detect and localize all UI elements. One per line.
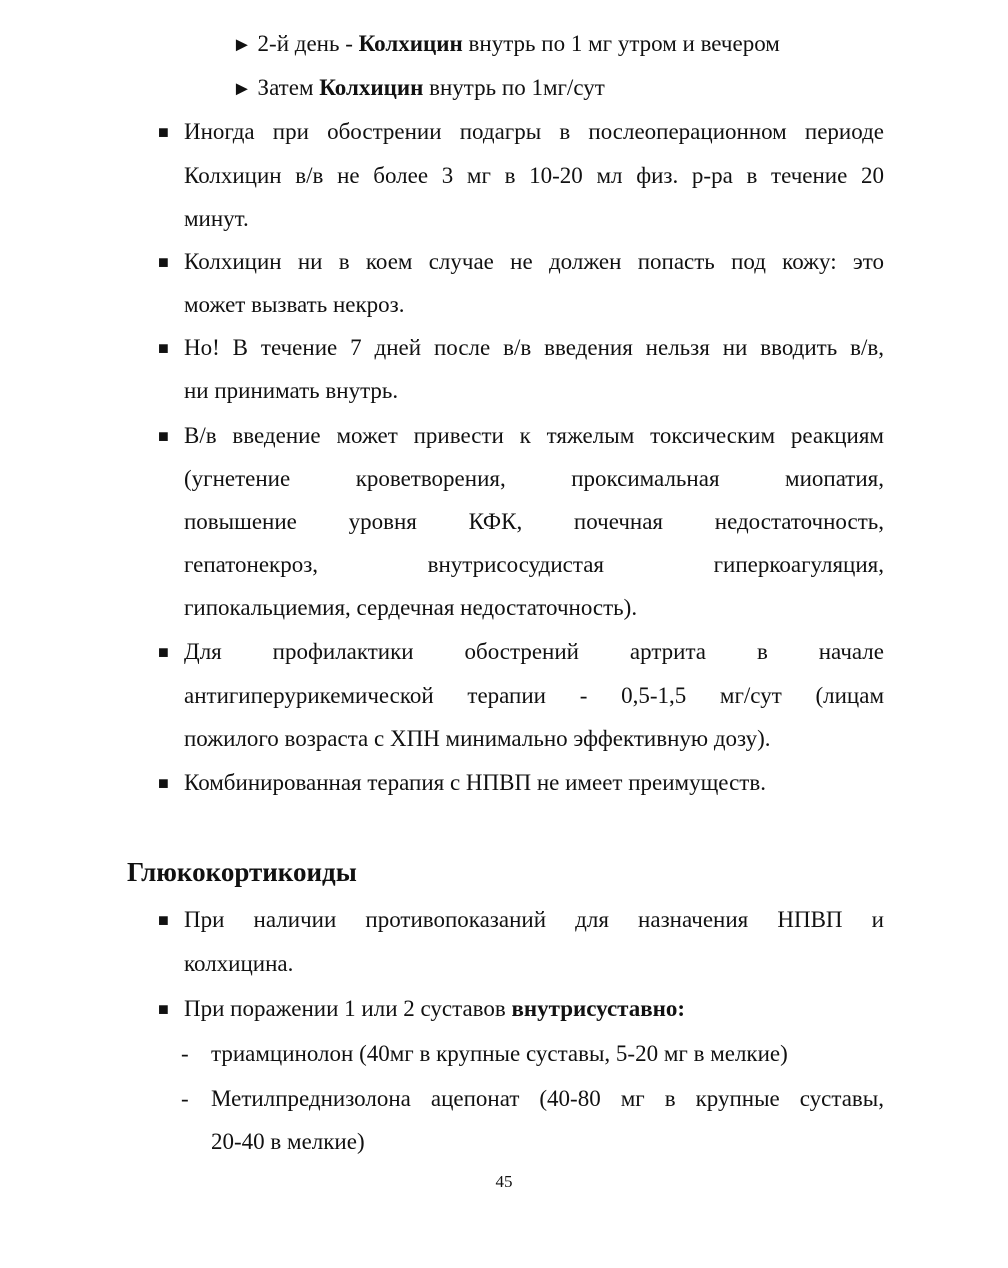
list-item: Но! В течение 7 дней после в/в введения нельзя ни вводить в/в, <box>184 335 884 360</box>
square-bullet-icon: ■ <box>158 252 169 272</box>
triangle-bullet-icon: ► <box>232 34 252 56</box>
list-item: При поражении 1 или 2 суставов внутрисуставно: <box>184 996 686 1021</box>
square-bullet-icon: ■ <box>158 642 169 662</box>
list-item-line: может вызвать некроз. <box>184 292 405 317</box>
sub-item: ► Затем Колхицин внутрь по 1мг/сут <box>232 75 605 100</box>
square-bullet-icon: ■ <box>158 338 169 358</box>
square-bullet-icon: ■ <box>158 773 169 793</box>
sub-item: ► 2-й день - Колхицин внутрь по 1 мг утром и вечером <box>232 31 780 56</box>
section-heading: Глюкокортикоиды <box>127 857 357 887</box>
list-item-line: колхицина. <box>184 951 294 976</box>
list-item: В/в введение может привести к тяжелым токсическим реакциям <box>184 423 884 448</box>
square-bullet-icon: ■ <box>158 999 169 1019</box>
list-item-line: Колхицин в/в не более 3 мг в 10-20 мл физ. р-ра в течение 20 <box>184 163 884 188</box>
triangle-bullet-icon: ► <box>232 78 252 100</box>
dash-bullet-icon: - <box>181 1041 189 1066</box>
list-item-line: гипокальциемия, сердечная недостаточность). <box>184 595 638 620</box>
dash-bullet-icon: - <box>181 1086 189 1111</box>
page-number: 45 <box>495 1172 513 1191</box>
list-item: При наличии противопоказаний для назначения НПВП и <box>184 907 884 932</box>
dash-item-line: 20-40 в мелкие) <box>211 1129 365 1154</box>
dash-item: триамцинолон (40мг в крупные суставы, 5-20 мг в мелкие) <box>211 1041 788 1066</box>
list-item-line: минут. <box>184 206 249 231</box>
list-item-line: ни принимать внутрь. <box>184 378 399 403</box>
list-item-line: антигиперурикемической терапии - 0,5-1,5 мг/сут (лицам <box>184 683 884 708</box>
list-item-line: повышение уровня КФК, почечная недостаточность, <box>184 509 884 534</box>
list-item: Колхицин ни в коем случае не должен попасть под кожу: это <box>184 249 884 274</box>
list-item: Комбинированная терапия с НПВП не имеет преимуществ. <box>184 770 766 795</box>
list-item-line: пожилого возраста с ХПН минимально эффективную дозу). <box>184 726 771 751</box>
square-bullet-icon: ■ <box>158 910 169 930</box>
square-bullet-icon: ■ <box>158 122 169 142</box>
list-item-line: гепатонекроз, внутрисосудистая гиперкоагуляция, <box>184 552 884 577</box>
list-item: Для профилактики обострений артрита в начале <box>184 639 884 664</box>
square-bullet-icon: ■ <box>158 426 169 446</box>
dash-item: Метилпреднизолона ацепонат (40-80 мг в крупные суставы, <box>211 1086 884 1111</box>
list-item-line: (угнетение кроветворения, проксимальная миопатия, <box>184 466 884 491</box>
list-item: Иногда при обострении подагры в послеоперационном периоде <box>184 119 884 144</box>
